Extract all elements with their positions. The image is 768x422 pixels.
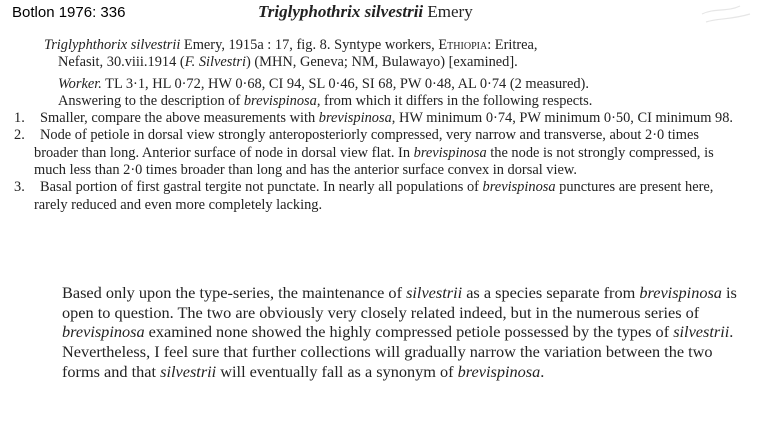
synonymy-locality: Nefasit, 30.viii.1914 (: [58, 54, 185, 71]
item-species: brevispinosa: [318, 110, 392, 127]
discussion-species: silvestrii: [406, 283, 463, 303]
discussion-species: brevispinosa: [457, 361, 541, 381]
synonymy-name: Triglyphthorix silvestrii: [44, 37, 181, 53]
synonymy-country: Ethiopia: [438, 37, 488, 53]
synonymy-repositories: ) (MHN, Geneva; NM, Bulawayo) [examined].: [246, 54, 518, 71]
item-number: 3.: [14, 179, 25, 196]
worker-intro-species: brevispinosa: [243, 92, 317, 109]
discussion-species: silvestrii: [673, 322, 730, 342]
species-name: Triglyphothrix silvestrii: [258, 2, 424, 21]
worker-label: Worker.: [58, 75, 102, 92]
discussion-text: Based only upon the type-series, the maintenance of: [62, 283, 407, 303]
source-label: Botlon 1976: 336: [12, 4, 126, 21]
discussion-paragraph: [62, 283, 752, 381]
discussion-species: silvestrii: [160, 361, 217, 381]
page-title: [258, 2, 473, 22]
worker-intro-end: , from which it differs in the following respects.: [316, 92, 593, 109]
worker-measurements: TL 3·1, HL 0·72, HW 0·68, CI 94, SL 0·46, SI 68, PW 0·48, AL 0·74 (2 measured).: [101, 75, 589, 92]
discussion-species: brevispinosa: [62, 322, 145, 342]
discussion-text: .: [540, 361, 545, 381]
item-text: Smaller, compare the above measurements with: [40, 110, 319, 127]
synonymy-line-2: [44, 54, 744, 71]
item-species: brevispinosa: [482, 179, 556, 196]
discussion-text: will eventually fall as a synonym of: [216, 361, 458, 381]
item-number: 1.: [14, 110, 25, 127]
item-number: 2.: [14, 127, 25, 144]
discussion-text: is open to question. The two are obviously very closely related indeed, but in the numerous series of: [62, 283, 737, 322]
discussion-text: . Nevertheless, I feel sure that further collections will gradually narrow the variation between the two forms and that: [62, 322, 734, 381]
discussion-species: brevispinosa: [639, 283, 722, 303]
synonymy-text-1: Emery, 1915a : 17, fig. 8. Syntype workers,: [180, 37, 439, 53]
list-item: [14, 127, 738, 179]
item-text-end: punctures are present here, rarely reduced and even more completely lacking.: [34, 179, 714, 213]
worker-intro: [58, 93, 592, 109]
synonymy-text-2: : Eritrea,: [487, 37, 538, 53]
worker-paragraph: [44, 76, 744, 111]
species-author: Emery: [427, 2, 473, 21]
synonymy-paragraph: [44, 37, 744, 72]
list-item: [14, 110, 738, 127]
discussion-text: as a species separate from: [462, 283, 640, 303]
item-species: brevispinosa: [413, 144, 487, 161]
item-text: Node of petiole in dorsal view strongly anteroposteriorly compressed, very narrow and transverse, about 2·0 times broader than long. Anterior surface of node in dorsal view flat. In: [34, 127, 699, 161]
item-text: Basal portion of first gastral tergite not punctate. In nearly all populations of: [40, 179, 483, 196]
item-text-end: , HW minimum 0·74, PW minimum 0·50, CI minimum 98.: [391, 110, 734, 127]
page-scan-mark: [692, 0, 762, 40]
item-text-end: the node is not strongly compressed, is much less than 2·0 times broader than long and has the anterior surface convex in dorsal view.: [34, 144, 714, 179]
synonymy-collector: F. Silvestri: [184, 54, 246, 71]
list-item: [14, 179, 738, 214]
differences-list: [0, 110, 744, 214]
worker-intro-text: Answering to the description of: [58, 92, 244, 109]
discussion-text: examined none showed the highly compressed petiole possessed by the types of: [144, 322, 674, 342]
taxon-entry: [14, 37, 744, 214]
